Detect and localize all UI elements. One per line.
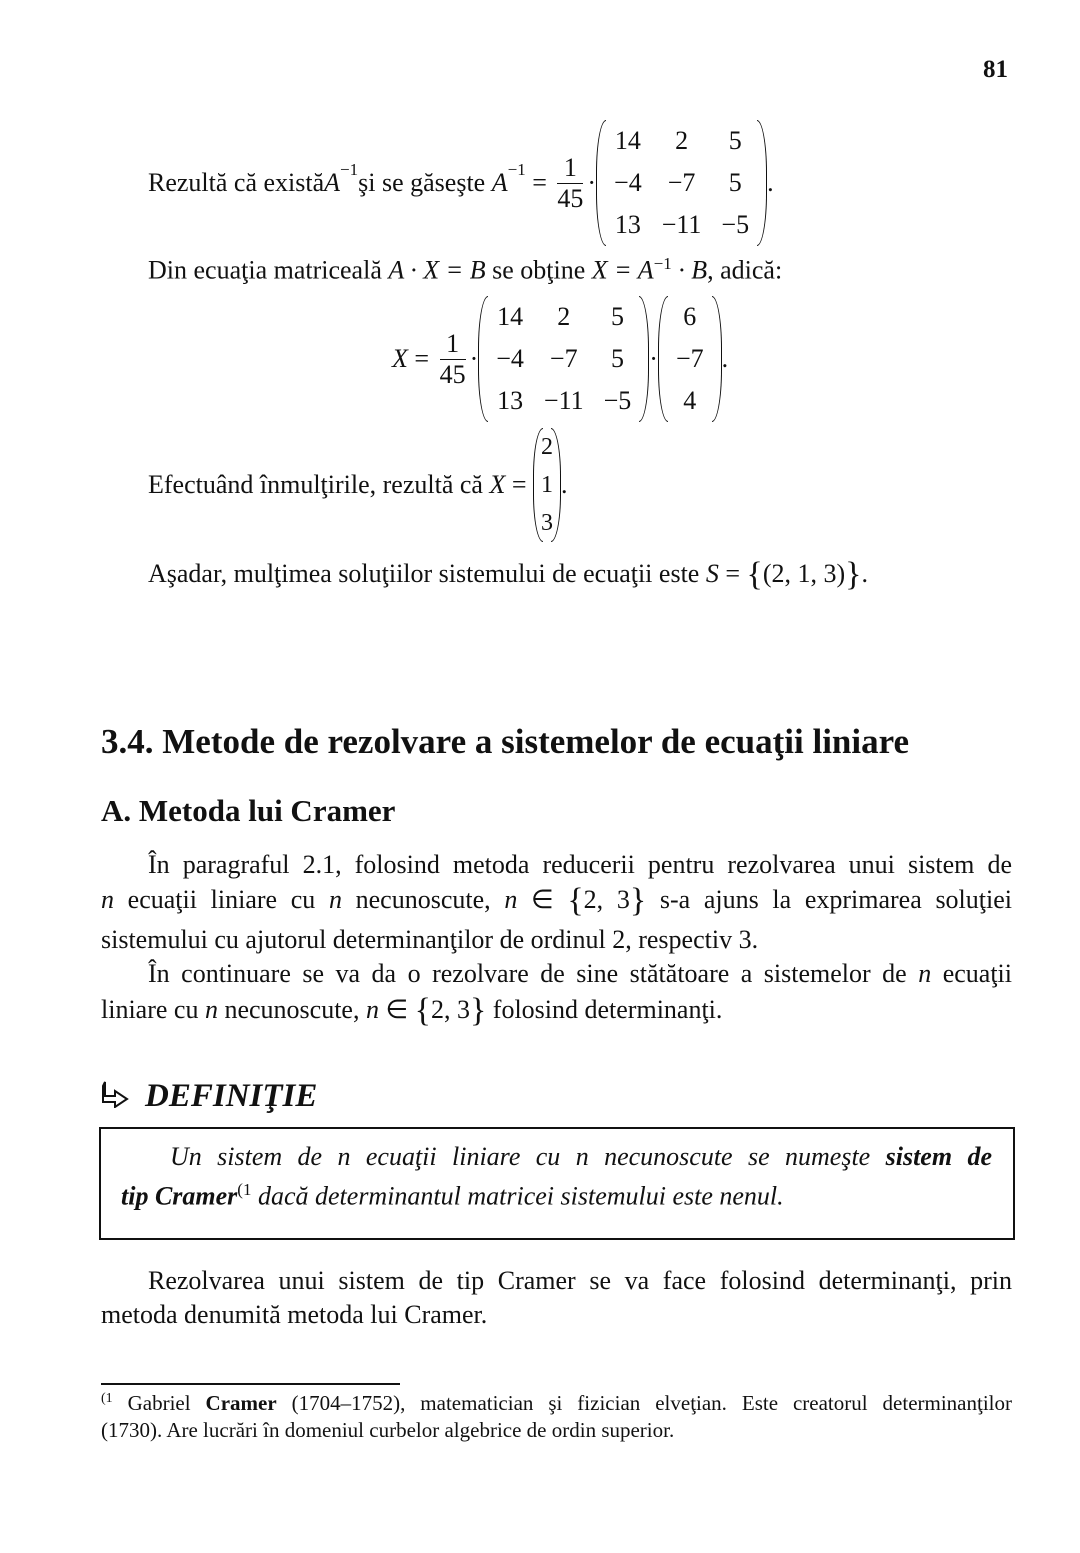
hooked-arrow-icon [101, 1080, 133, 1108]
math-X: X [489, 470, 506, 499]
matrix-cell: 3 [541, 510, 554, 536]
text: ecuaţii [931, 959, 1012, 988]
matrix-cell: 14 [497, 302, 524, 331]
text: se obţine [485, 255, 592, 285]
set: 2, 3 [583, 885, 630, 914]
set: 2, 3 [430, 995, 470, 1024]
footnote-line: (1730). Are lucrări în domeniul curbelor algebrice de ordin superior. [101, 1418, 675, 1442]
text: necunoscute, [341, 885, 505, 914]
matrix-cell: −7 [667, 168, 696, 197]
text: necunoscute, [217, 995, 366, 1024]
superscript: −1 [507, 160, 526, 179]
vector-x [533, 428, 561, 542]
matrix-cell: 13 [614, 210, 641, 239]
matrix-cell: 2 [541, 434, 554, 460]
superscript: −1 [340, 160, 359, 179]
matrix-cell: −11 [543, 386, 584, 415]
math-n: n [918, 959, 932, 988]
denominator: 45 [557, 183, 584, 213]
matrix-equation-line [148, 254, 782, 286]
fraction [440, 329, 466, 390]
matrix-inverse [478, 296, 649, 422]
math-n: n [204, 995, 218, 1024]
math: · B [671, 255, 708, 285]
matrix-cell: −7 [675, 344, 704, 373]
numerator: 1 [557, 153, 583, 184]
matrix-cell: 6 [683, 302, 697, 331]
text: folosind determinanţi. [486, 995, 723, 1024]
text: şi se găseşte [358, 168, 486, 197]
matrix-cell: 5 [610, 302, 624, 331]
right-brace: } [845, 556, 862, 593]
x-result-line [148, 428, 568, 542]
paragraph-line: Rezolvarea unui sistem de tip Cramer se va face folosind determinanţi, prin [148, 1266, 1012, 1295]
footnote-mark: (1 [101, 1391, 113, 1406]
math-n: n [365, 995, 379, 1024]
matrix-cell: 2 [675, 126, 689, 155]
math-A: A [491, 168, 508, 197]
matrix-cell: 5 [728, 126, 742, 155]
x-product-formula [392, 296, 728, 422]
vector-b [658, 296, 722, 422]
section-heading: 3.4. Metode de rezolvare a sistemelor de ecuaţii liniare [101, 722, 910, 761]
text: Gabriel [112, 1391, 206, 1415]
math-X: X [392, 344, 408, 373]
matrix-cell: 13 [497, 386, 524, 415]
element-of: ∈ [378, 995, 415, 1024]
matrix-cell: −4 [496, 344, 524, 373]
paragraph-line [101, 882, 1012, 920]
dot: · [469, 344, 479, 373]
definition-line [170, 1142, 992, 1172]
math-n: n [328, 885, 342, 914]
definition-title: DEFINIŢIE [145, 1078, 318, 1114]
solution-set: (2, 1, 3) [762, 559, 846, 588]
text: Aşadar, mulţimea soluţiilor sistemului de ecuaţii este [148, 559, 706, 588]
period: . [861, 559, 868, 588]
inverse-result-line [148, 120, 774, 246]
right-brace: } [469, 992, 487, 1029]
matrix-cell: 4 [683, 386, 697, 415]
math: X = A [591, 255, 654, 285]
superscript: −1 [653, 254, 672, 273]
period: . [767, 168, 774, 197]
denominator: 45 [439, 359, 466, 389]
math-A: A [324, 168, 341, 197]
paragraph-line [101, 992, 722, 1030]
dot: · [587, 168, 597, 197]
text: Rezultă că există [148, 168, 325, 197]
equals: = [525, 168, 554, 197]
text: dacă determinantul matricei sistemului este nenul. [251, 1181, 784, 1211]
text: (1704–1752), matematician şi fizician elveţian. Este creatorul determinanţilor [276, 1391, 1012, 1415]
math-S: S [705, 559, 719, 588]
text: Efectuând înmulţirile, rezultă că [148, 470, 490, 499]
matrix-cell: 2 [557, 302, 571, 331]
matrix-cell: 5 [610, 344, 624, 373]
left-brace: { [746, 556, 763, 593]
subsection-heading: A. Metoda lui Cramer [101, 793, 396, 828]
paragraph-line [148, 959, 1012, 989]
matrix-cell: −5 [603, 386, 632, 415]
math: A · X = B [388, 255, 486, 285]
matrix-cell: −11 [661, 210, 702, 239]
definition-line [121, 1180, 784, 1212]
math-n: n [504, 885, 518, 914]
text: În continuare se va da o rezolvare de sine stătătoare a sistemelor de [148, 959, 919, 988]
equals: = [505, 470, 534, 499]
page-number: 81 [983, 56, 1008, 83]
paragraph-line: metoda denumită metoda lui Cramer. [101, 1300, 488, 1329]
text: Un sistem de n ecuaţii liniare cu n necunoscute se numeşte [170, 1142, 886, 1171]
math-n: n [101, 885, 114, 914]
solution-set-line [148, 556, 868, 594]
footnote-rule [101, 1383, 400, 1385]
equals: = [407, 344, 436, 373]
matrix-cell: −4 [614, 168, 642, 197]
dot: · [649, 344, 658, 373]
element-of: ∈ [517, 885, 568, 914]
matrix-cell: 5 [728, 168, 742, 197]
footnote-line [101, 1391, 1012, 1416]
right-brace: } [629, 882, 647, 919]
text: ecuaţii liniare cu [114, 885, 329, 914]
footnote-ref[interactable]: (1 [237, 1180, 252, 1199]
text: liniare cu [101, 995, 205, 1024]
matrix-inverse [596, 120, 767, 246]
bold-term: tip Cramer [121, 1181, 238, 1211]
text: s-a ajuns la exprimarea soluţiei [646, 885, 1012, 914]
matrix-cell: 14 [614, 126, 641, 155]
bold-term: sistem de [885, 1142, 992, 1171]
left-brace: { [414, 992, 431, 1029]
left-brace: { [567, 882, 584, 919]
paragraph-line: sistemului cu ajutorul determinanţilor de ordinul 2, respectiv 3. [101, 925, 759, 954]
paragraph-line: În paragraful 2.1, folosind metoda reducerii pentru rezolvarea unui sistem de [148, 850, 1012, 879]
matrix-cell: −7 [549, 344, 578, 373]
text: Din ecuaţia matriceală [148, 255, 389, 285]
matrix-cell: 1 [541, 472, 554, 498]
definition-heading [101, 1078, 317, 1115]
text: , adică: [707, 255, 783, 285]
matrix-cell: −5 [721, 210, 750, 239]
period: . [721, 344, 729, 373]
fraction [557, 153, 583, 214]
period: . [561, 470, 568, 499]
bold-name: Cramer [205, 1391, 277, 1415]
numerator: 1 [440, 329, 466, 360]
equals: = [718, 559, 747, 588]
